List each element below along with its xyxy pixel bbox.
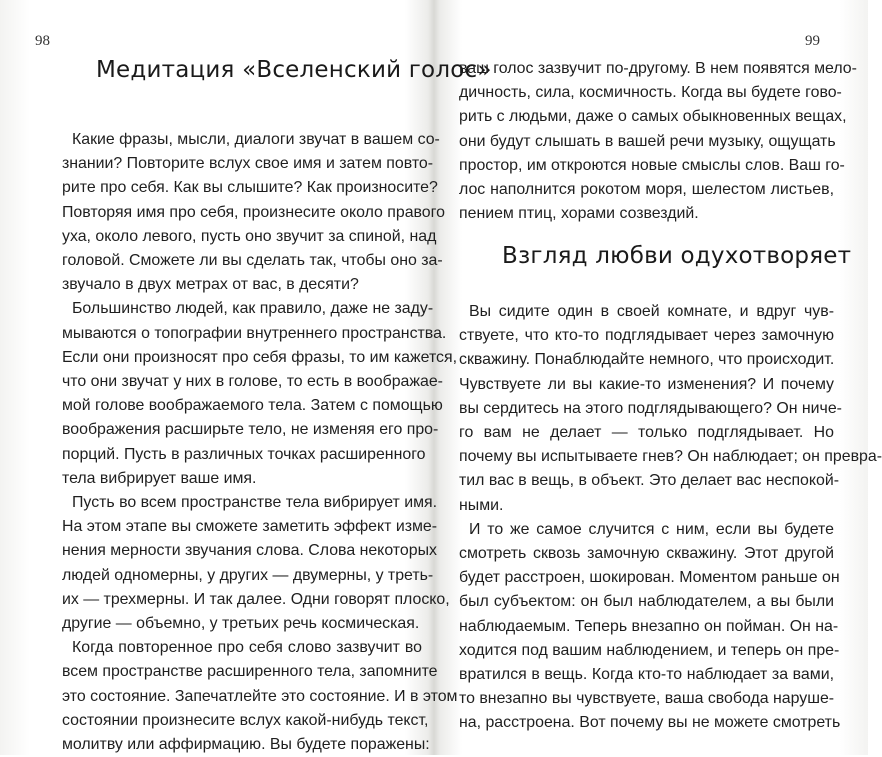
text-line: звучало в двух метрах от вас, в десяти? [62,276,359,294]
text-line: простор, им откроются новые смыслы слов. Ваш го- [459,156,845,174]
text-line: вратился в вещь. Когда кто-то наблюдает за вами, [459,666,834,684]
text-line: будет расстроен, шокирован. Моментом раньше он [459,569,840,587]
text-line: Повторяя имя про себя, произнесите около правого [62,203,445,221]
text-line: нения мерности звучания слова. Слова некоторых [62,542,437,560]
text-line: пением птиц, хорами созвездий. [459,205,699,223]
text-line: наблюдаемым. Теперь внезапно он пойман. Он на- [459,617,839,635]
text-line: На этом этапе вы сможете заметить эффект изме- [62,518,438,536]
text-line: знании? Повторите вслух свое имя и затем повто- [62,155,434,173]
text-line: Большинство людей, как правило, даже не заду- [72,300,434,318]
text-line: то внезапно вы чувствуете, ваша свобода наруше- [459,690,835,708]
text-line: молитву или аффирмацию. Вы будете поражены: [62,736,430,754]
text-line: смотреть сквозь замочную скважину. Этот другой [459,545,834,563]
text-line: был субъектом: он был наблюдателем, а вы были [459,593,834,611]
text-line: вы сердитесь на этого подглядывающего? Он ниче- [459,399,842,417]
text-line: лос наполнится рокотом моря, шелестом листьев, [459,181,834,199]
text-line: Если они произносят про себя фразы, то им кажется, [62,348,458,366]
text-line: всем пространстве расширенного тела, запомните [62,663,438,681]
text-line: головой. Сможете ли вы сделать так, чтобы оно за- [62,252,443,270]
text-line: дичность, сила, космичность. Когда вы будете гово- [459,84,842,102]
text-line: их — трехмерны. И так далее. Одни говорят плоско, [62,590,450,608]
text-line: ными. [459,496,504,514]
text-line: мой голове воображаемого тела. Затем с помощью [62,397,443,415]
text-line: рить с людьми, даже о самых обыкновенных вещах, [459,108,847,126]
section-heading-love-gaze: Взгляд любви одухотворяет [502,243,852,269]
right-body-text-bottom [459,300,882,736]
text-line: Вы сидите один в своей комнате, и вдруг чув- [469,303,834,320]
text-line: уха, около левого, пусть оно звучит за спиной, над [62,227,437,245]
left-body-text [62,128,458,757]
text-line: что они звучат у них в голове, то есть в воображае- [62,373,443,391]
section-heading-meditation: Медитация «Вселенский голос» [96,57,492,83]
text-line: И то же самое случится с ним, если вы будете [469,520,834,538]
text-line: на, расстроена. Вот почему вы не можете смотреть [459,714,841,732]
page-number-left: 98 [35,33,50,49]
text-line: воображения расширьте тело, не изменяя его про- [62,421,439,439]
text-line: Пусть во всем пространстве тела вибрирует имя. [72,494,438,512]
text-line: Когда повторенное про себя слово зазвучит во [72,639,422,657]
page-number-right: 99 [805,33,820,49]
text-line: Чувствуете ли вы какие-то изменения? И почему [459,375,834,393]
text-line: они будут слышать в вашей речи музыку, ощущать [459,132,836,150]
text-line: состоянии произнесите вслух какой-нибудь текст, [62,711,429,729]
text-line: другие — объемно, у третьих речь космическая. [62,615,420,633]
text-line: скважину. Понаблюдайте немного, что происходит. [459,351,835,369]
text-line: это состояние. Запечатлейте это состояние. И в этом [62,687,458,705]
text-line: ходится под вашим наблюдением, и теперь он пре- [459,641,840,659]
text-line: почему вы испытываете гнев? Он наблюдает; он преврa- [459,448,882,466]
text-line: Какие фразы, мысли, диалоги звучат в вашем со- [72,131,440,148]
right-page [434,0,882,755]
text-line: тил вас в вещь, в объект. Это делает вас неспокой- [459,472,840,490]
text-line: ствуете, что кто-то подглядывает через замочную [459,327,834,345]
text-line: ваш голос зазвучит по-другому. В нем появятся мело- [459,60,857,77]
text-line: мываются о топографии внутреннего пространства. [62,324,447,342]
text-line: порций. Пусть в различных точках расширенного [62,445,426,463]
text-line: людей одномерны, у других — двумерны, у треть- [62,566,434,584]
text-line: го вам не делает — только подглядывает. Но [459,424,834,442]
text-line: рите про себя. Как вы слышите? Как произносите? [62,179,438,197]
text-line: тела вибрирует ваше имя. [62,469,257,487]
right-body-text-top [459,57,857,226]
